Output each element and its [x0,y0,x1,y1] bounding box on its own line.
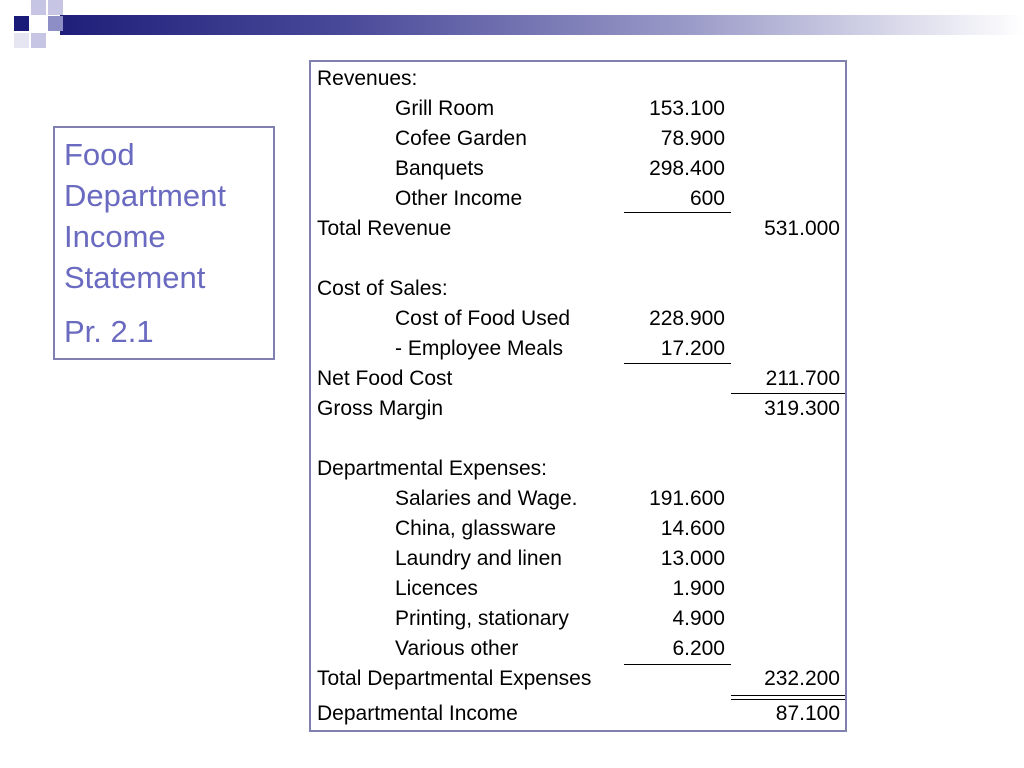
row-value: 600 [689,187,725,210]
decor-square [31,33,46,48]
total-row [311,664,845,694]
title-line: Food [64,137,135,172]
title-line: Department [64,178,226,213]
row-label: Other Income [395,187,523,210]
total-row [311,394,845,424]
row-label: China, glassware [395,517,557,540]
statement-row [311,604,845,634]
row-label: Salaries and Wage. [395,487,578,510]
title-line: Income [64,219,166,254]
statement-row [311,334,845,364]
row-label: Banquets [395,157,484,180]
row-label: Cost of Food Used [395,307,571,330]
row-label: Cost of Sales: [317,277,448,300]
row-label: Departmental Expenses: [317,457,547,480]
row-value: 298.400 [649,157,725,180]
total-row [311,214,845,244]
slide-title-box [53,126,275,360]
final-total-row [311,699,845,729]
row-label: Licences [395,577,478,600]
problem-number: Pr. 2.1 [64,314,154,349]
statement-row [311,124,845,154]
total-row [311,364,845,394]
decor-square [14,16,29,31]
decor-square [14,33,29,48]
decor-square [48,0,63,15]
row-value: 6.200 [672,637,725,660]
double-rule-top [731,695,845,696]
row-value: 319.300 [764,397,840,420]
row-label: Total Departmental Expenses [317,667,592,690]
header-gradient-bar [60,15,1024,35]
row-label: Printing, stationary [395,607,569,630]
statement-row [311,574,845,604]
row-value: 1.900 [672,577,725,600]
section-header [311,274,845,304]
row-value: 17.200 [660,337,725,360]
row-label: Net Food Cost [317,367,453,390]
row-label: Grill Room [395,97,495,120]
row-value: 87.100 [775,702,840,725]
row-label: Laundry and linen [395,547,562,570]
row-value: 232.200 [764,667,840,690]
decor-square [48,16,63,31]
row-value: 78.900 [660,127,725,150]
title-line: Statement [64,260,206,295]
row-label: Various other [395,637,519,660]
row-label: Gross Margin [317,397,444,420]
statement-row [311,514,845,544]
statement-row [311,544,845,574]
row-value: 153.100 [649,97,725,120]
row-value: 4.900 [672,607,725,630]
row-value: 14.600 [660,517,725,540]
row-label: Departmental Income [317,702,518,725]
decor-square [31,0,46,15]
statement-row [311,94,845,124]
row-value: 228.900 [649,307,725,330]
row-label: Revenues: [317,67,418,90]
row-value: 191.600 [649,487,725,510]
income-statement-table [309,60,847,732]
section-header [311,64,845,94]
subtotal-rule [624,212,731,213]
row-label: - Employee Meals [395,337,564,360]
statement-row [311,634,845,664]
statement-row [311,154,845,184]
row-value: 211.700 [765,367,840,390]
section-header [311,454,845,484]
row-label: Cofee Garden [395,127,527,150]
row-value: 13.000 [660,547,725,570]
row-label: Total Revenue [317,217,452,240]
row-value: 531.000 [764,217,840,240]
statement-row [311,184,845,214]
statement-row [311,304,845,334]
statement-row [311,484,845,514]
